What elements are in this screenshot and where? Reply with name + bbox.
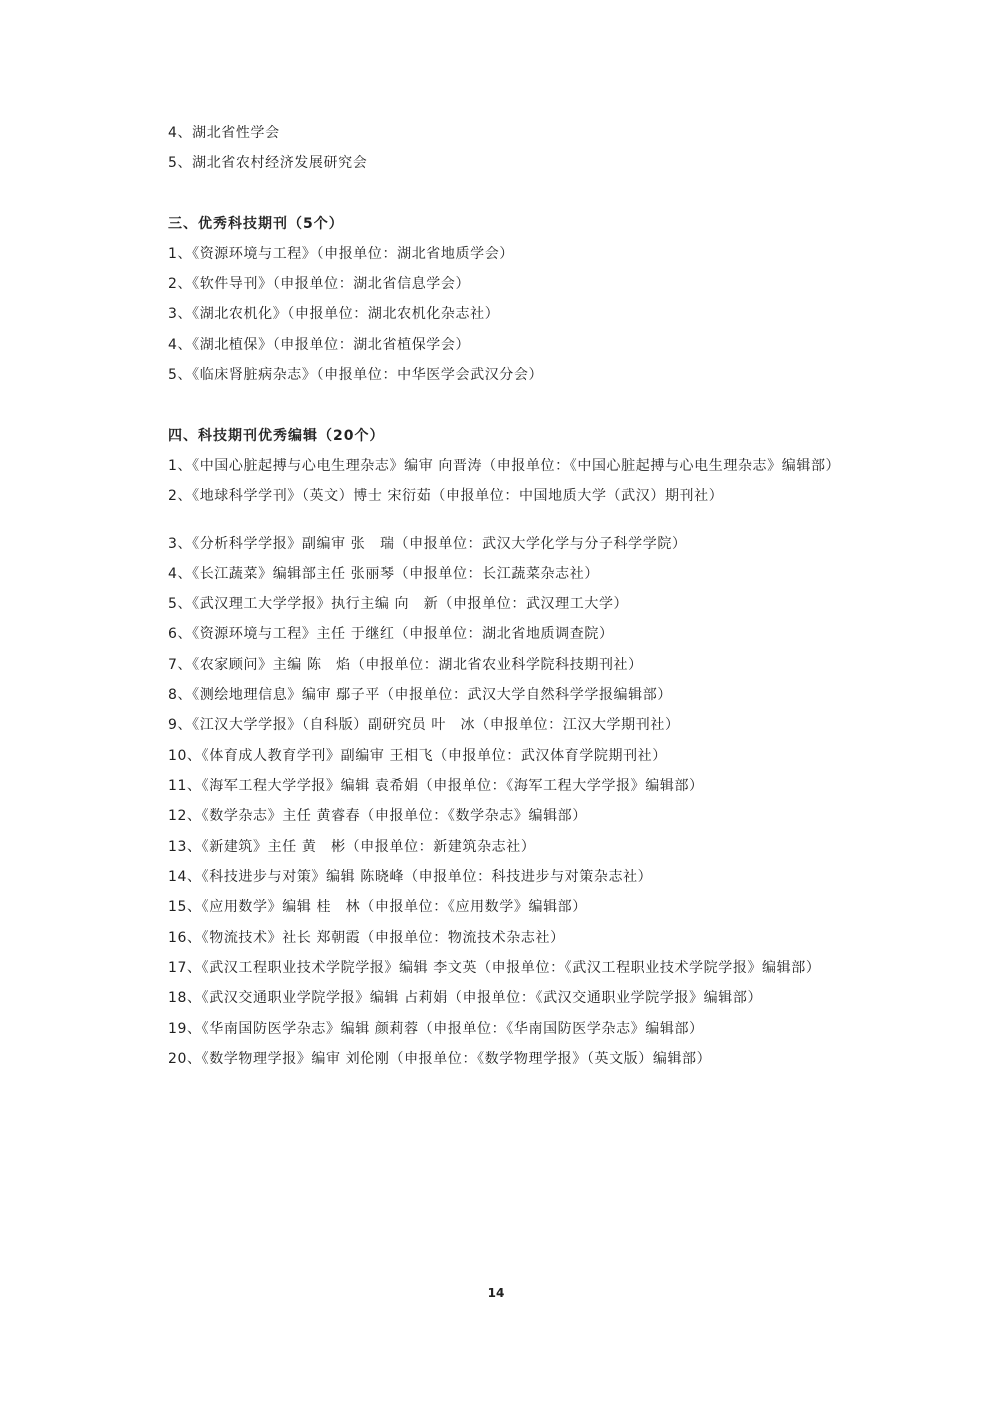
list-item: 2、《地球科学学刊》（英文）博士 宋衍茹（申报单位：中国地质大学（武汉）期刊社） <box>168 488 724 504</box>
list-item: 12、《数学杂志》主任 黄睿春（申报单位：《数学杂志》编辑部） <box>168 808 587 824</box>
list-item: 4、《湖北植保》（申报单位：湖北省植保学会） <box>168 337 471 353</box>
list-item: 15、《应用数学》编辑 桂 林（申报单位：《应用数学》编辑部） <box>168 899 587 915</box>
list-item: 19、《华南国防医学杂志》编辑 颜莉蓉（申报单位：《华南国防医学杂志》编辑部） <box>168 1021 704 1037</box>
list-item: 3、《湖北农机化》（申报单位：湖北农机化杂志社） <box>168 306 500 322</box>
list-item: 20、《数学物理学报》编审 刘伦刚（申报单位：《数学物理学报》（英文版）编辑部） <box>168 1051 712 1067</box>
list-item: 1、《中国心脏起搏与心电生理杂志》编审 向晋涛（申报单位：《中国心脏起搏与心电生理杂志》编辑部） <box>168 458 841 474</box>
list-item: 18、《武汉交通职业学院学报》编辑 占莉娟（申报单位：《武汉交通职业学院学报》编辑部） <box>168 990 763 1006</box>
list-item: 1、《资源环境与工程》（申报单位：湖北省地质学会） <box>168 246 514 262</box>
list-item: 10、《体育成人教育学刊》副编审 王相飞（申报单位：武汉体育学院期刊社） <box>168 748 667 764</box>
list-item: 2、《软件导刊》（申报单位：湖北省信息学会） <box>168 276 471 292</box>
list-item: 3、《分析科学学报》副编审 张 瑞（申报单位：武汉大学化学与分子科学学院） <box>168 536 687 552</box>
list-item: 5、湖北省农村经济发展研究会 <box>168 155 368 171</box>
list-item: 9、《江汉大学学报》（自科版）副研究员 叶 冰（申报单位：江汉大学期刊社） <box>168 717 680 733</box>
page-number: 14 <box>487 1286 505 1300</box>
list-item: 6、《资源环境与工程》主任 于继红（申报单位：湖北省地质调查院） <box>168 626 614 642</box>
list-item: 13、《新建筑》主任 黄 彬（申报单位：新建筑杂志社） <box>168 839 536 855</box>
list-item: 8、《测绘地理信息》编审 鄢子平（申报单位：武汉大学自然科学学报编辑部） <box>168 687 672 703</box>
list-item: 16、《物流技术》社长 郑朝霞（申报单位：物流技术杂志社） <box>168 930 565 946</box>
section-heading: 三、优秀科技期刊（5个） <box>168 216 344 232</box>
list-item: 5、《临床肾脏病杂志》（申报单位：中华医学会武汉分会） <box>168 367 544 383</box>
list-item: 4、湖北省性学会 <box>168 125 280 141</box>
list-item: 17、《武汉工程职业技术学院学报》编辑 李文英（申报单位：《武汉工程职业技术学院学报》编辑部） <box>168 960 821 976</box>
list-item: 5、《武汉理工大学学报》执行主编 向 新（申报单位：武汉理工大学） <box>168 596 629 612</box>
list-item: 4、《长江蔬菜》编辑部主任 张丽琴（申报单位：长江蔬菜杂志社） <box>168 566 599 582</box>
section-heading: 四、科技期刊优秀编辑（20个） <box>168 428 385 444</box>
list-item: 11、《海军工程大学学报》编辑 袁希娟（申报单位：《海军工程大学学报》编辑部） <box>168 778 704 794</box>
list-item: 7、《农家顾问》主编 陈 焰（申报单位：湖北省农业科学院科技期刊社） <box>168 657 643 673</box>
list-item: 14、《科技进步与对策》编辑 陈晓峰（申报单位：科技进步与对策杂志社） <box>168 869 653 885</box>
